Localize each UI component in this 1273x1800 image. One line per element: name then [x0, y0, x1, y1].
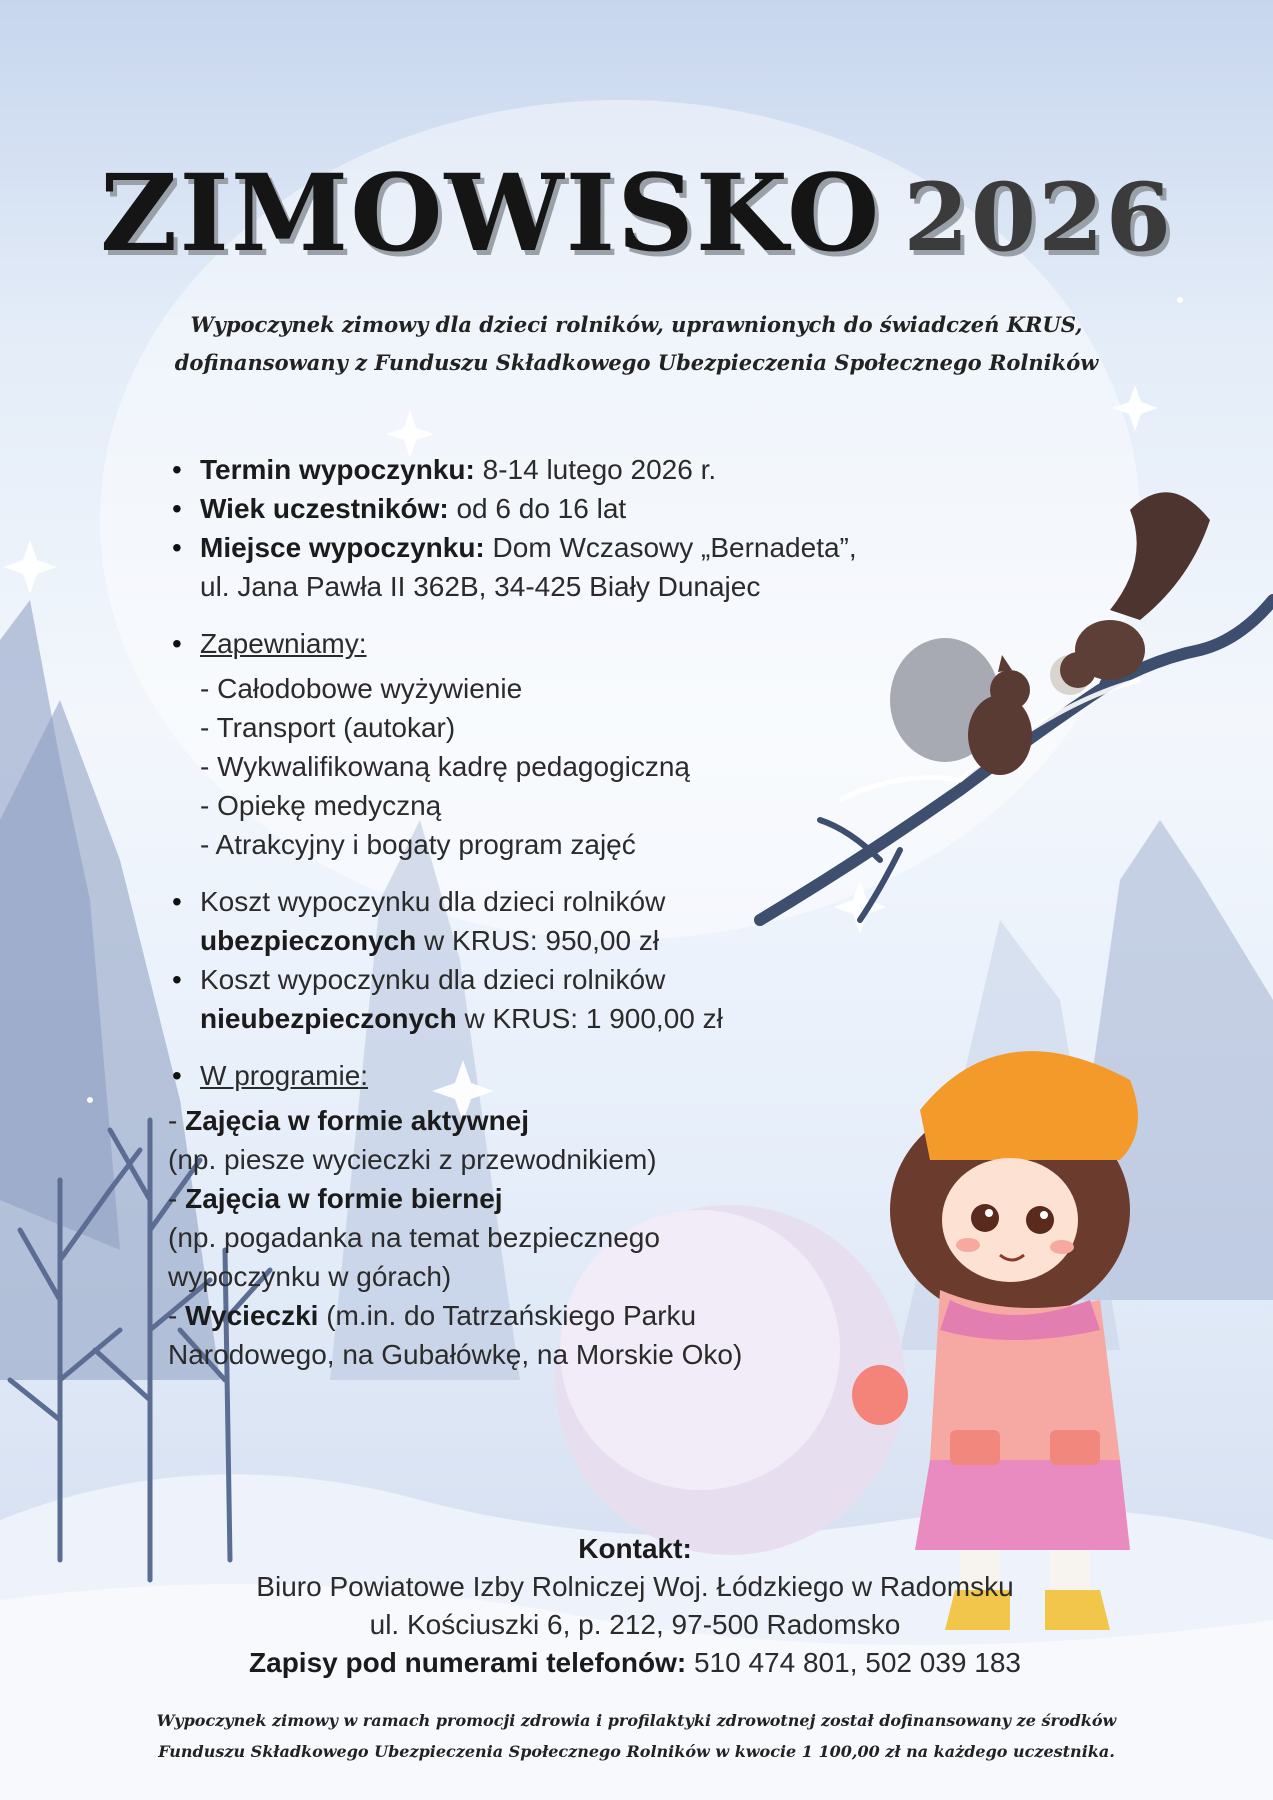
program-item-trips-title: Wycieczki — [185, 1300, 319, 1331]
footer-line-1: Wypoczynek zimowy w ramach promocji zdrowia i profilaktyki zdrowotnej został dofinansowany ze środków — [156, 1711, 1117, 1730]
title-year: 2026 — [903, 163, 1174, 273]
place-label: Miejsce wypoczynku: — [200, 532, 485, 563]
footer-line-2: Funduszu Składkowego Ubezpieczenia Społecznego Rolników w kwocie 1 100,00 zł na każdego uczestnika. — [158, 1742, 1115, 1761]
provide-item: - Transport (autokar) — [200, 712, 456, 743]
place-item — [168, 528, 928, 606]
cost-uninsured-bold: nieubezpieczonych — [200, 1003, 457, 1034]
contact-phones-label: Zapisy pod numerami telefonów: — [249, 1647, 687, 1678]
cost-uninsured-text: Koszt wypoczynku dla dzieci rolników — [200, 964, 666, 995]
age-item — [168, 489, 928, 528]
program-item-active: - Zajęcia w formie aktywnej (np. piesze wycieczki z przewodnikiem) — [168, 1105, 657, 1175]
provide-item: - Całodobowe wyżywienie — [200, 673, 523, 704]
footer-note — [60, 1705, 1213, 1767]
program-item-trips: - Wycieczki (m.in. do Tatrzańskiego Parku Narodowego, na Gubałówkę, na Morskie Oko) — [168, 1300, 743, 1370]
age-label: Wiek uczestników: — [200, 493, 449, 524]
provide-heading-item — [168, 624, 928, 663]
term-label: Termin wypoczynku: — [200, 454, 475, 485]
cost-insured-text: Koszt wypoczynku dla dzieci rolników — [200, 886, 666, 917]
cost-insured-bold: ubezpieczonych — [200, 925, 417, 956]
program-item-passive-note-2: wypoczynku w górach) — [168, 1261, 452, 1292]
program-item-passive: - Zajęcia w formie biernej (np. pogadanka na temat bezpiecznego wypoczynku w górach) — [168, 1183, 660, 1292]
title-main: ZIMOWISKO — [99, 150, 882, 275]
program-heading-item — [168, 1056, 928, 1095]
contact-phones-line — [170, 1644, 1100, 1682]
cost-uninsured-value: w KRUS: 1 900,00 zł — [456, 1003, 723, 1034]
cost-insured-item — [168, 882, 928, 960]
contact-heading: Kontakt: — [578, 1533, 692, 1564]
place-value: Dom Wczasowy „Bernadeta”, — [484, 532, 857, 563]
age-value: od 6 do 16 lat — [448, 493, 627, 524]
program-item-passive-title: Zajęcia w formie biernej — [185, 1183, 503, 1214]
contact-phones: 510 474 801, 502 039 183 — [686, 1647, 1021, 1678]
page-title — [0, 150, 1273, 275]
contact-section — [170, 1530, 1100, 1682]
program-item-trips-note-2: Narodowego, na Gubałówkę, na Morskie Oko) — [168, 1339, 743, 1370]
main-content — [168, 450, 928, 1374]
contact-address: ul. Kościuszki 6, p. 212, 97-500 Radomsko — [369, 1609, 901, 1640]
place-address: ul. Jana Pawła II 362B, 34-425 Biały Dunajec — [200, 571, 761, 602]
term-item — [168, 450, 928, 489]
subtitle-line-1: Wypoczynek zimowy dla dzieci rolników, uprawnionych do świadczeń KRUS, — [190, 312, 1083, 337]
provide-item: - Wykwalifikowaną kadrę pedagogiczną — [200, 751, 690, 782]
provide-item: - Opiekę medyczną — [200, 790, 442, 821]
program-item-active-title: Zajęcia w formie aktywnej — [185, 1105, 530, 1136]
contact-office: Biuro Powiatowe Izby Rolniczej Woj. Łódzkiego w Radomsku — [256, 1571, 1014, 1602]
subtitle-line-2: dofinansowany z Funduszu Składkowego Ubezpieczenia Społecznego Rolników — [174, 350, 1099, 375]
program-item-passive-note: (np. pogadanka na temat bezpiecznego — [168, 1222, 660, 1253]
program-item-trips-note: (m.in. do Tatrzańskiego Parku — [318, 1300, 697, 1331]
program-heading: W programie: — [200, 1060, 369, 1091]
provide-heading: Zapewniamy: — [200, 628, 367, 659]
program-item-active-note: (np. piesze wycieczki z przewodnikiem) — [168, 1144, 657, 1175]
cost-insured-value: w KRUS: 950,00 zł — [416, 925, 660, 956]
cost-uninsured-item — [168, 960, 928, 1038]
subtitle — [80, 306, 1193, 382]
term-value: 8-14 lutego 2026 r. — [474, 454, 717, 485]
provide-item: - Atrakcyjny i bogaty program zajęć — [200, 829, 636, 860]
